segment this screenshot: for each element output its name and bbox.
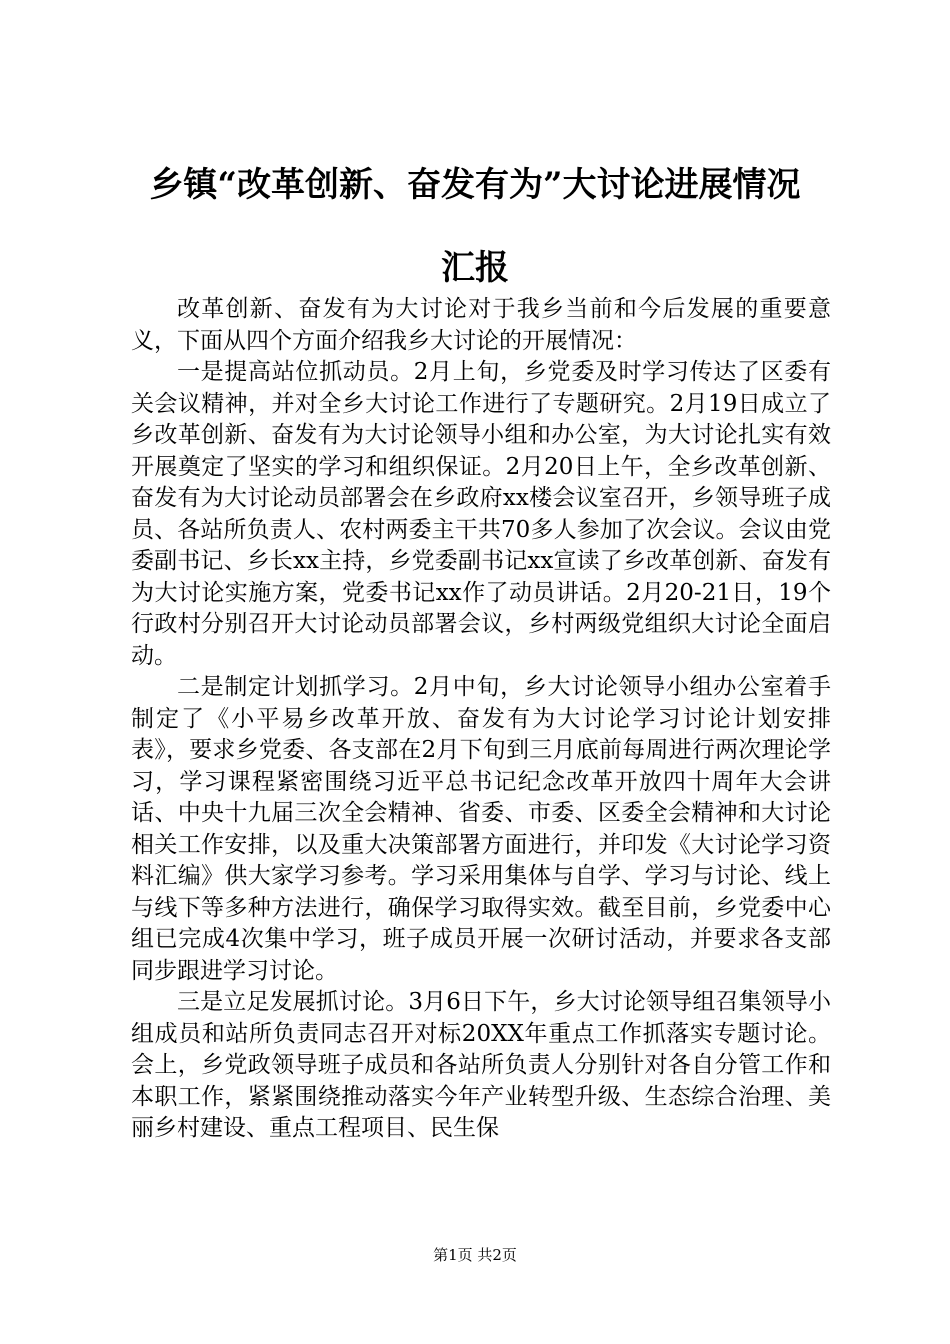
page-footer: 第1页 共2页: [433, 1246, 517, 1264]
paragraph-intro: 改革创新、奋发有为大讨论对于我乡当前和今后发展的重要意义，下面从四个方面介绍我乡大讨论的开展情况：: [131, 296, 831, 354]
document-title-line1: 乡镇“改革创新、奋发有为”大讨论进展情况: [149, 165, 801, 205]
paragraph-discussion: 三是立足发展抓讨论。3月6日下午，乡大讨论领导组召集领导小组成员和站所负责同志召开对标20XX年重点工作抓落实专题讨论。会上，乡党政领导班子成员和各站所负责人分别针对各自分管工作和本职工作，紧紧围绕推动落实今年产业转型升级、生态综合治理、美丽乡村建设、重点工程项目、民生保: [131, 989, 831, 1141]
document-body: [131, 294, 831, 1145]
paragraph-mobilization: 一是提高站位抓动员。2月上旬，乡党委及时学习传达了区委有关会议精神，并对全乡大讨论工作进行了专题研究。2月19日成立了乡改革创新、奋发有为大讨论领导小组和办公室，为大讨论扎实有效开展奠定了坚实的学习和组织保证。2月20日上午，全乡改革创新、奋发有为大讨论动员部署会在乡政府xx楼会议室召开，乡领导班子成员、各站所负责人、农村两委主干共70多人参加了次会议。会议由党委副书记、乡长xx主持，乡党委副书记xx宣读了乡改革创新、奋发有为大讨论实施方案，党委书记xx作了动员讲话。2月20-21日，19个行政村分别召开大讨论动员部署会议，乡村两级党组织大讨论全面启动。: [131, 359, 831, 669]
document-title-line2: 汇报: [441, 248, 509, 288]
paragraph-study: 二是制定计划抓学习。2月中旬，乡大讨论领导小组办公室着手制定了《小平易乡改革开放、奋发有为大讨论学习讨论计划安排表》，要求乡党委、各支部在2月下旬到三月底前每周进行两次理论学习，学习课程紧密围绕习近平总书记纪念改革开放四十周年大会讲话、中央十九届三次全会精神、省委、市委、区委全会精神和大讨论相关工作安排，以及重大决策部署方面进行，并印发《大讨论学习资料汇编》供大家学习参考。学习采用集体与自学、学习与讨论、线上与线下等多种方法进行，确保学习取得实效。截至目前，乡党委中心组已完成4次集中学习，班子成员开展一次研讨活动，并要求各支部同步跟进学习讨论。: [131, 674, 831, 984]
